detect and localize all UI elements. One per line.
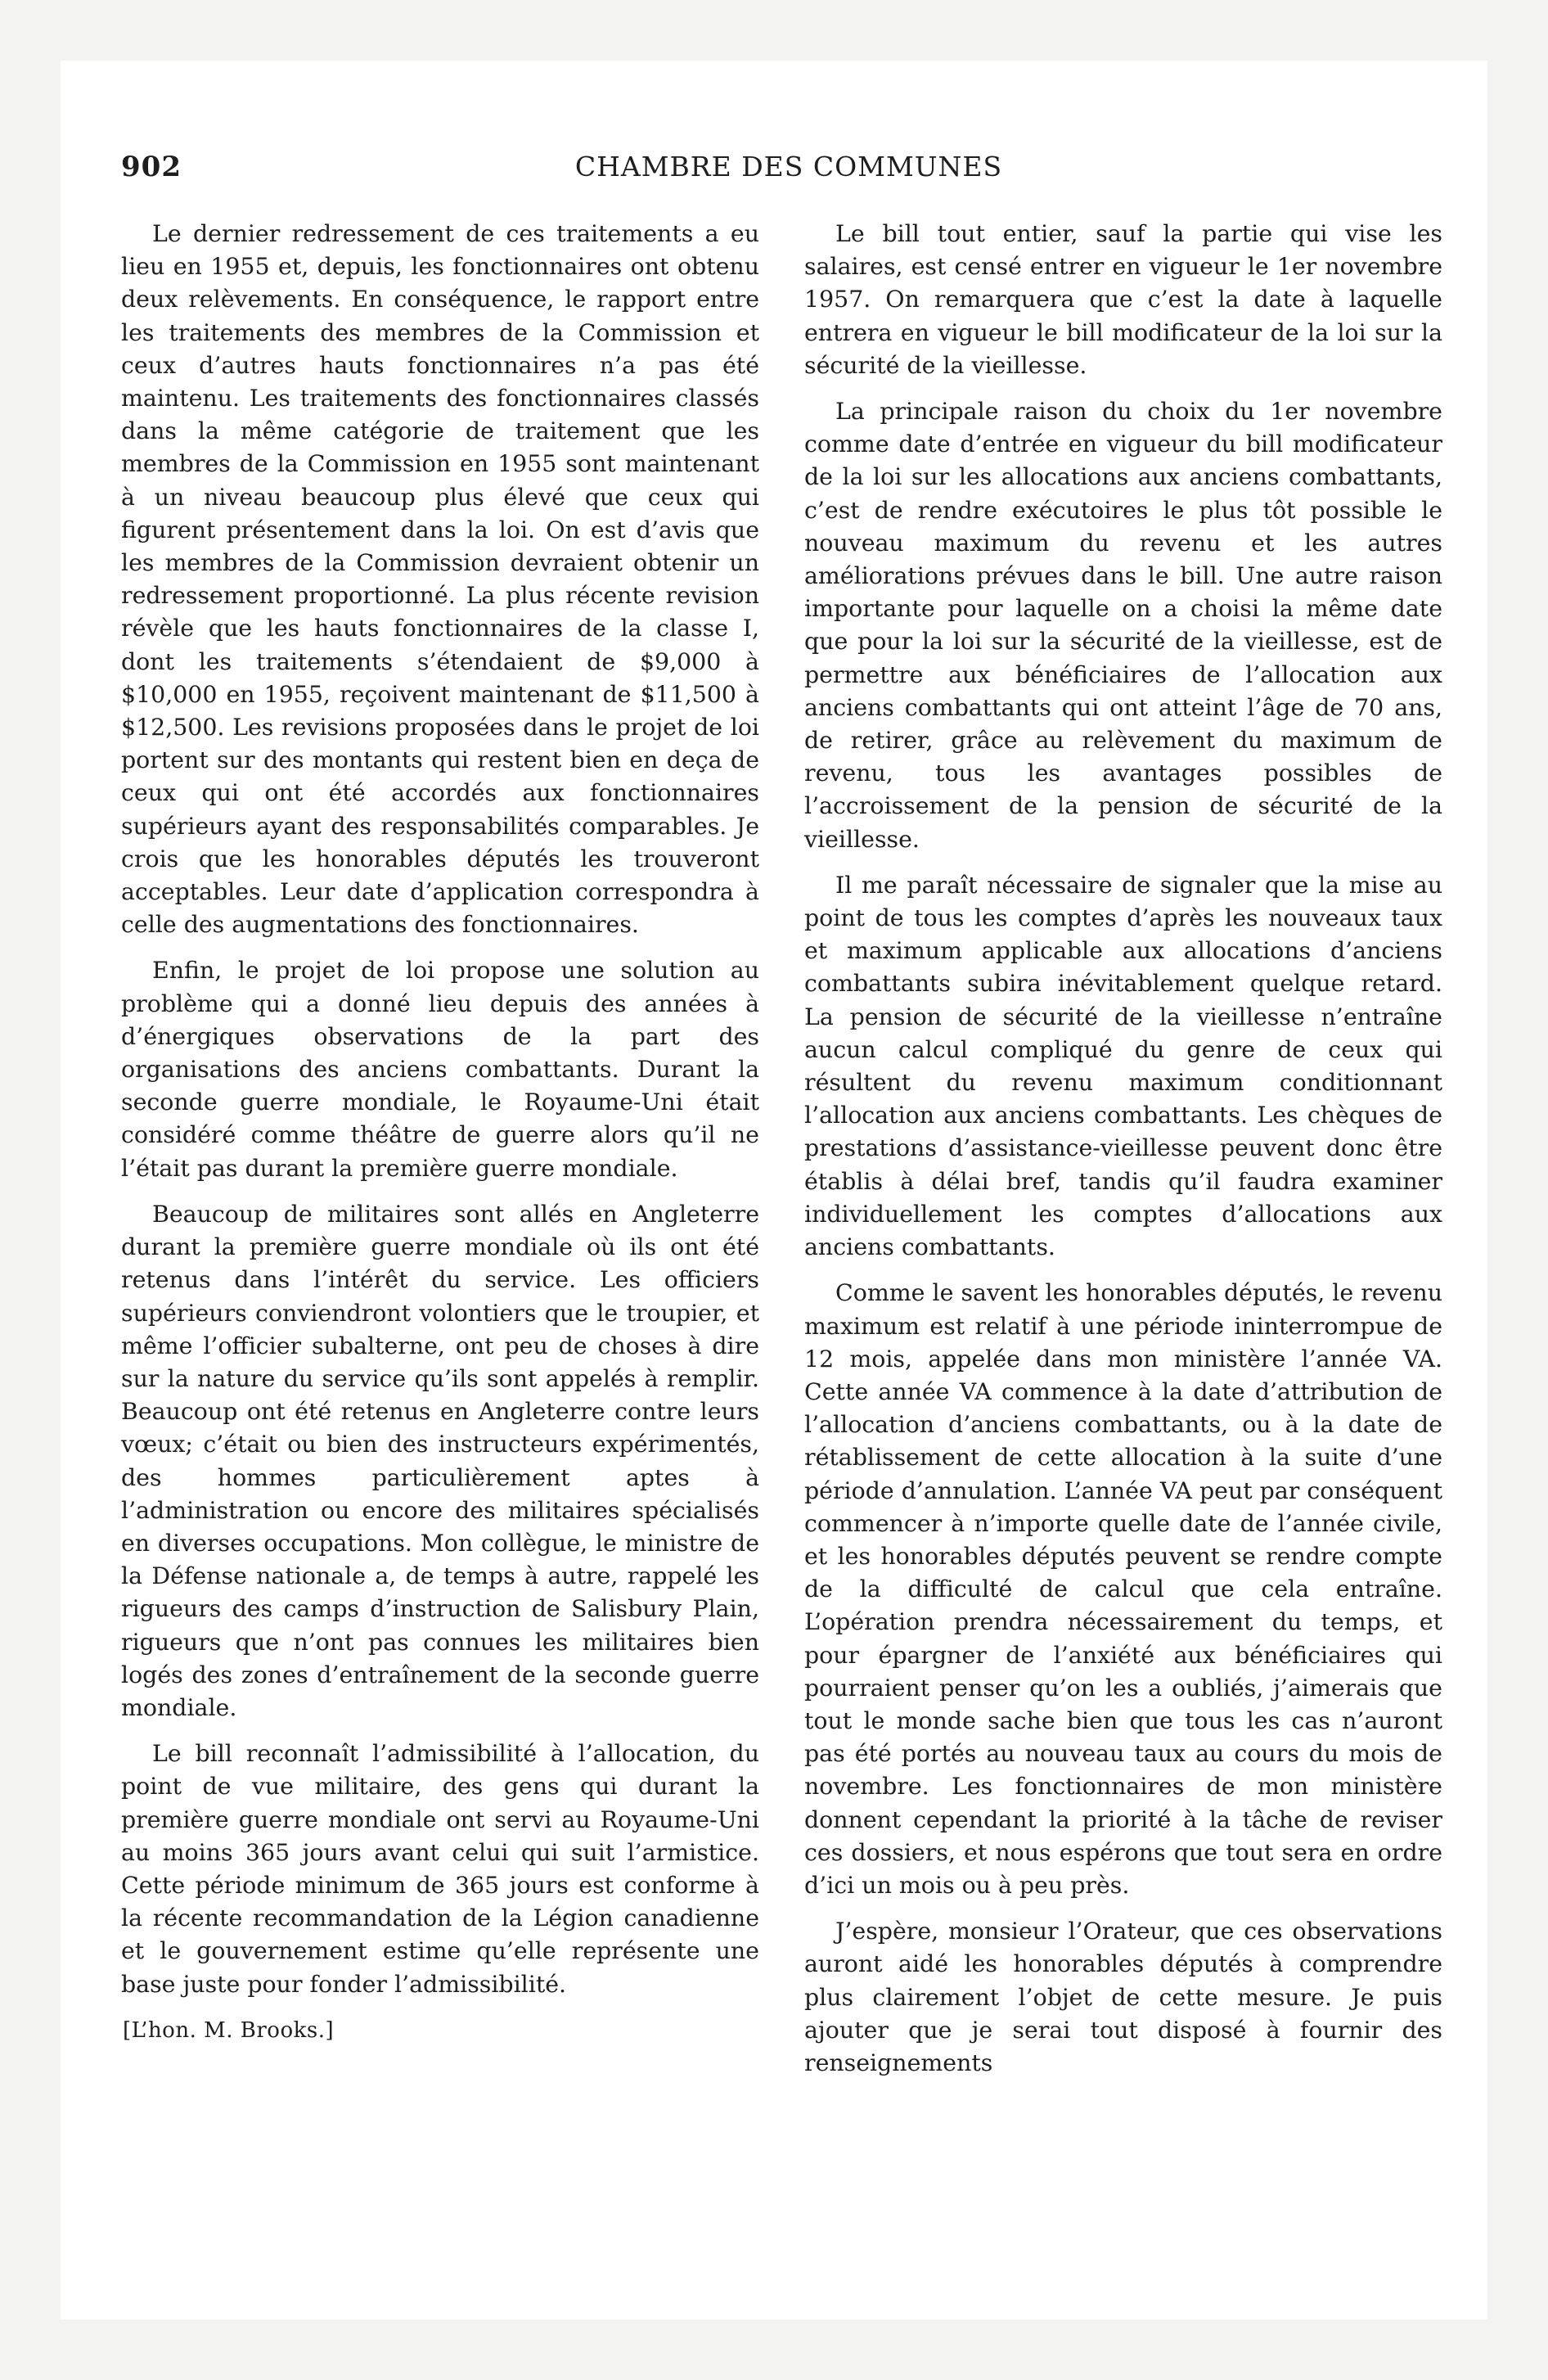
speaker-attribution: [L’hon. M. Brooks.] [123,2017,335,2043]
paragraph: Le dernier redressement de ces traitements a eu lieu en 1955 et, depuis, les fonctionnaires ont obtenu deux relèvements. En conséquence, le rapport entre les traitements des membres de la Commission et ceux d’autres hauts fonctionnaires n’a pas été maintenu. Les traitements des fonctionnaires classés dans la même catégorie de traitement que les membres de la Commission en 1955 sont maintenant à un niveau beaucoup plus élevé que ceux qui figurent présentement dans la loi. On est d’avis que les membres de la Commission devraient obtenir un redressement proportionné. La plus récente revision révèle que les hauts fonctionnaires de la classe I, dont les traitements s’étendaient de $9,000 à $10,000 en 1955, reçoivent maintenant de $11,500 à $12,500. Les revisions proposées dans le projet de loi portent sur des montants qui restent bien en deça de ceux qui ont été accordés aux fonctionnaires supérieurs ayant des responsabilités comparables. Je crois que les honorables députés les trouveront acceptables. Leur date d’application correspondra à celle des augmentations des fonctionnaires. [121,220,759,939]
paragraph: Comme le savent les honorables députés, le revenu maximum est relatif à une période ininterrompue de 12 mois, appelée dans mon ministère l’année VA. Cette année VA commence à la date d’attribution de l’allocation d’anciens combattants, ou à la date de rétablissement de cette allocation à la suite d’une période d’annulation. L’année VA peut par conséquent commencer à n’importe quelle date de l’année civile, et les honorables députés peuvent se rendre compte de la difficulté de calcul que cela entraîne. L’opération prendra nécessairement du temps, et pour épargner de l’anxiété aux bénéficiaires qui pourraient penser qu’on les a oubliés, j’aimerais que tout le monde sache bien que tous les cas n’auront pas été portés au nouveau taux au cours du mois de novembre. Les fonctionnaires de mon ministère donnent cependant la priorité à la tâche de reviser ces dossiers, et nous espérons que tout sera en ordre d’ici un mois ou à peu près. [804,1279,1442,1899]
page-number: 902 [121,151,182,183]
page-header [121,151,1456,192]
paragraph: Beaucoup de militaires sont allés en Angleterre durant la première guerre mondiale où ils ont été retenus dans l’intérêt du service. Les officiers supérieurs conviendront volontiers que le troupier, et même l’officier subalterne, ont peu de choses à dire sur la nature du service qu’ils sont appelés à remplir. Beaucoup ont été retenus en Angleterre contre leurs vœux; c’était ou bien des instructeurs expérimentés, des hommes particulièrement aptes à l’administration ou encore des militaires spécialisés en diverses occupations. Mon collègue, le ministre de la Défense nationale a, de temps à autre, rappelé les rigueurs des camps d’instruction de Salisbury Plain, rigueurs que n’ont pas connues les militaires bien logés des zones d’entraînement de la seconde guerre mondiale. [121,1200,759,1721]
right-column [804,218,1442,2093]
paragraph: La principale raison du choix du 1er novembre comme date d’entrée en vigueur du bill modificateur de la loi sur les allocations aux anciens combattants, c’est de rendre exécutoires le plus tôt possible le nouveau maximum du revenu et les autres améliorations prévues dans le bill. Une autre raison importante pour laquelle on a choisi la même date que pour la loi sur la sécurité de la vieillesse, est de permettre aux bénéficiaires de l’allocation aux anciens combattants qui ont atteint l’âge de 70 ans, de retirer, grâce au relèvement du maximum de revenu, tous les avantages possibles de l’accroissement de la pension de sécurité de la vieillesse. [804,398,1442,853]
paragraph: Le bill tout entier, sauf la partie qui vise les salaires, est censé entrer en vigueur le 1er novembre 1957. On remarquera que c’est la date à laquelle entrera en vigueur le bill modificateur de la loi sur la sécurité de la vieillesse. [804,220,1442,379]
left-column [121,218,759,2047]
paragraph: Le bill reconnaît l’admissibilité à l’allocation, du point de vue militaire, des gens qui durant la première guerre mondiale ont servi au Royaume-Uni au moins 365 jours avant celui qui suit l’armistice. Cette période minimum de 365 jours est conforme à la récente recommandation de la Légion canadienne et le gouvernement estime qu’elle représente une base juste pour fonder l’admissibilité. [121,1740,759,1998]
paragraph: Il me paraît nécessaire de signaler que la mise au point de tous les comptes d’après les nouveaux taux et maximum applicable aux allocations d’anciens combattants subira inévitablement quelque retard. La pension de sécurité de la vieillesse n’entraîne aucun calcul compliqué du genre de ceux qui résultent du revenu maximum conditionnant l’allocation aux anciens combattants. Les chèques de prestations d’assistance-vieillesse peuvent donc être établis à délai bref, tandis qu’il faudra examiner individuellement les comptes d’allocations aux anciens combattants. [804,871,1442,1261]
paragraph: Enfin, le projet de loi propose une solution au problème qui a donné lieu depuis des années à d’énergiques observations de la part des organisations des anciens combattants. Durant la seconde guerre mondiale, le Royaume-Uni était considéré comme théâtre de guerre alors qu’il ne l’était pas durant la première guerre mondiale. [121,957,759,1182]
paragraph: J’espère, monsieur l’Orateur, que ces observations auront aidé les honorables députés à comprendre plus clairement l’objet de cette mesure. Je puis ajouter que je serai tout disposé à fournir des renseignements [804,1918,1442,2076]
running-title: CHAMBRE DES COMMUNES [574,151,1003,183]
